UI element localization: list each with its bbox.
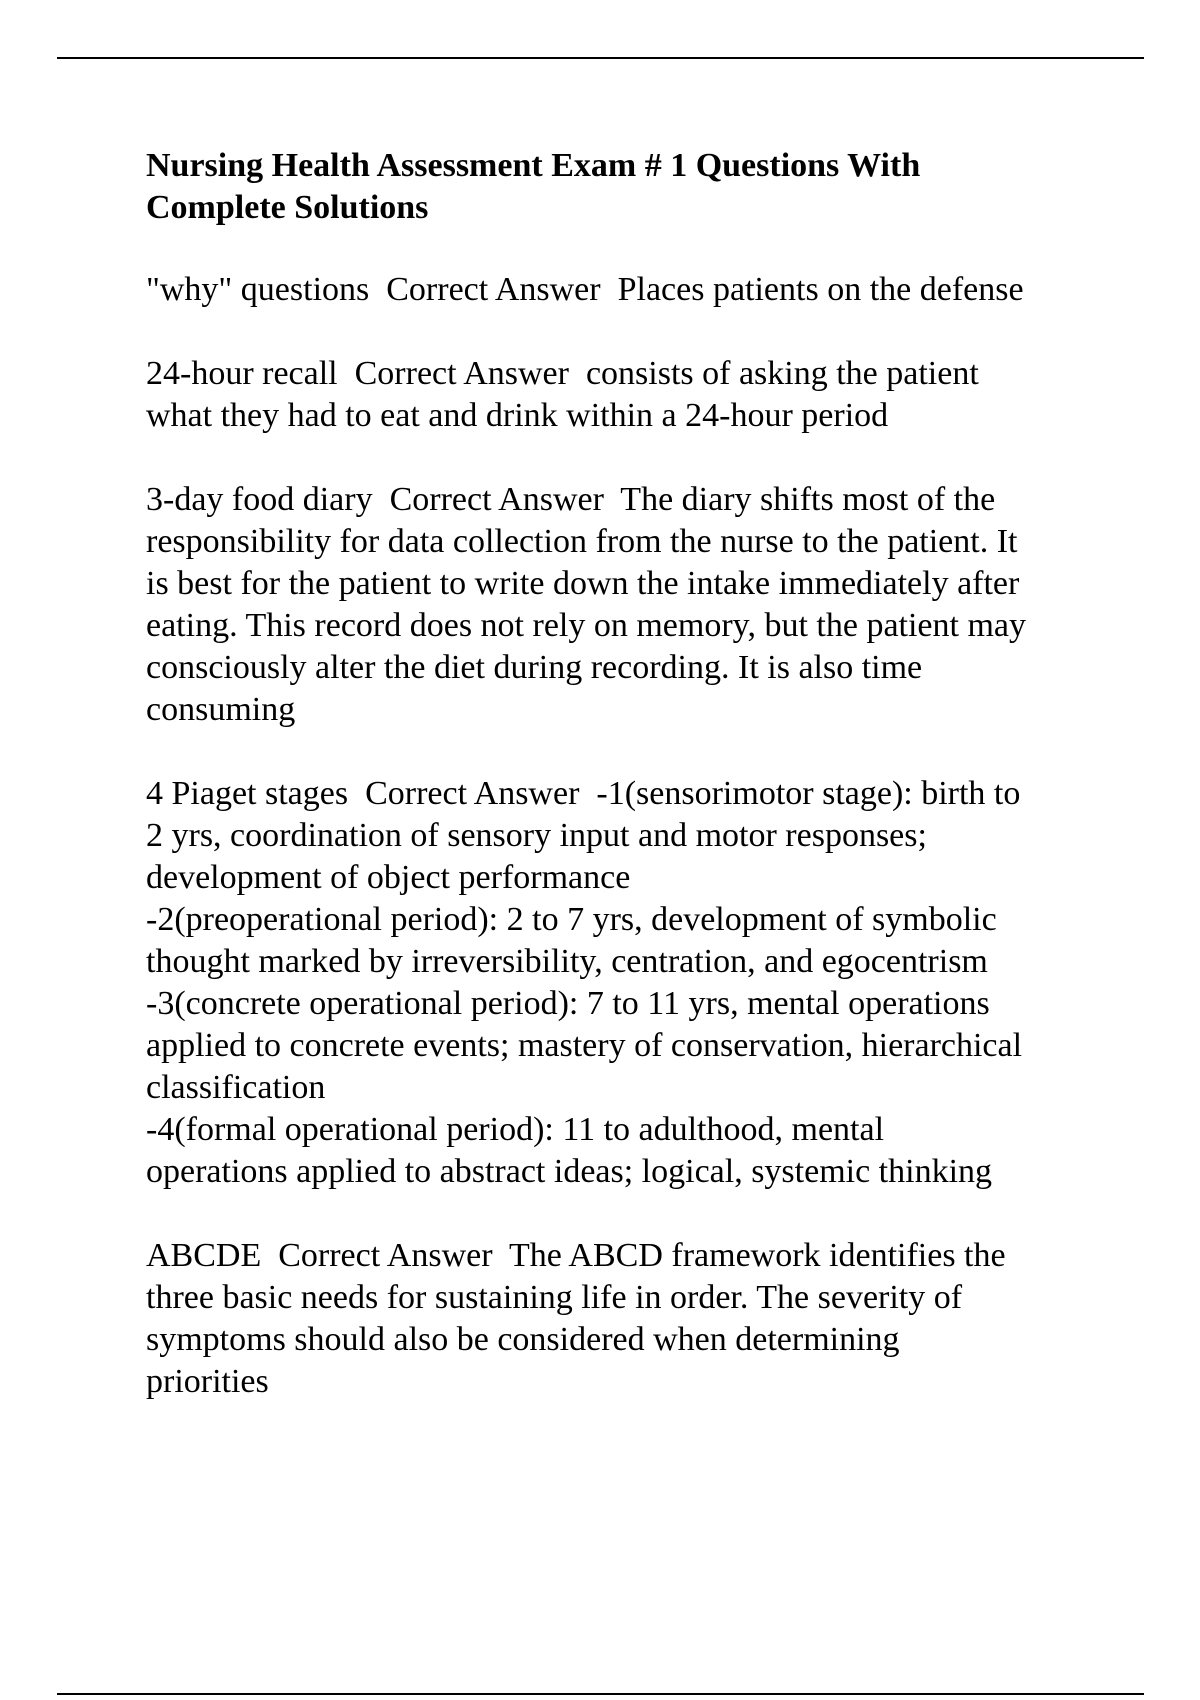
entry-line: "why" questions Correct Answer Places patients on the defense [146, 271, 1024, 308]
bottom-divider [57, 1693, 1144, 1695]
entry-line: 4 Piaget stages Correct Answer -1(sensorimotor stage): birth to [146, 775, 1021, 812]
entry-line: development of object performance [146, 859, 631, 896]
entry-line: priorities [146, 1363, 269, 1400]
qa-entry-abcde [146, 1235, 1126, 1403]
title-line: Complete Solutions [146, 189, 429, 226]
entry-line: symptoms should also be considered when determining [146, 1321, 900, 1358]
document-body [146, 145, 1126, 1445]
entry-line: eating. This record does not rely on memory, but the patient may [146, 607, 1026, 644]
entry-line: applied to concrete events; mastery of conservation, hierarchical [146, 1027, 1023, 1064]
entry-line: -2(preoperational period): 2 to 7 yrs, development of symbolic [146, 901, 997, 938]
qa-entry-piaget-stages [146, 773, 1126, 1193]
entry-line: operations applied to abstract ideas; logical, systemic thinking [146, 1153, 993, 1190]
entry-line: consuming [146, 691, 296, 728]
entry-line: ABCDE Correct Answer The ABCD framework identifies the [146, 1237, 1006, 1274]
entry-line: 24-hour recall Correct Answer consists of asking the patient [146, 355, 979, 392]
entry-line: thought marked by irreversibility, centration, and egocentrism [146, 943, 988, 980]
entry-line: responsibility for data collection from the nurse to the patient. It [146, 523, 1018, 560]
document-title [146, 145, 1126, 229]
entry-line: -3(concrete operational period): 7 to 11 yrs, mental operations [146, 985, 990, 1022]
qa-entry-3-day-food-diary [146, 479, 1126, 731]
entry-line: what they had to eat and drink within a 24-hour period [146, 397, 889, 434]
entry-line: is best for the patient to write down the intake immediately after [146, 565, 1020, 602]
entry-line: -4(formal operational period): 11 to adulthood, mental [146, 1111, 885, 1148]
top-divider [57, 57, 1144, 59]
entry-line: 2 yrs, coordination of sensory input and motor responses; [146, 817, 927, 854]
qa-entry-why-questions [146, 269, 1126, 311]
entry-line: consciously alter the diet during recording. It is also time [146, 649, 923, 686]
entry-line: classification [146, 1069, 326, 1106]
title-line: Nursing Health Assessment Exam # 1 Questions With [146, 147, 921, 184]
entry-line: three basic needs for sustaining life in order. The severity of [146, 1279, 963, 1316]
qa-entry-24-hour-recall [146, 353, 1126, 437]
entry-line: 3-day food diary Correct Answer The diary shifts most of the [146, 481, 996, 518]
